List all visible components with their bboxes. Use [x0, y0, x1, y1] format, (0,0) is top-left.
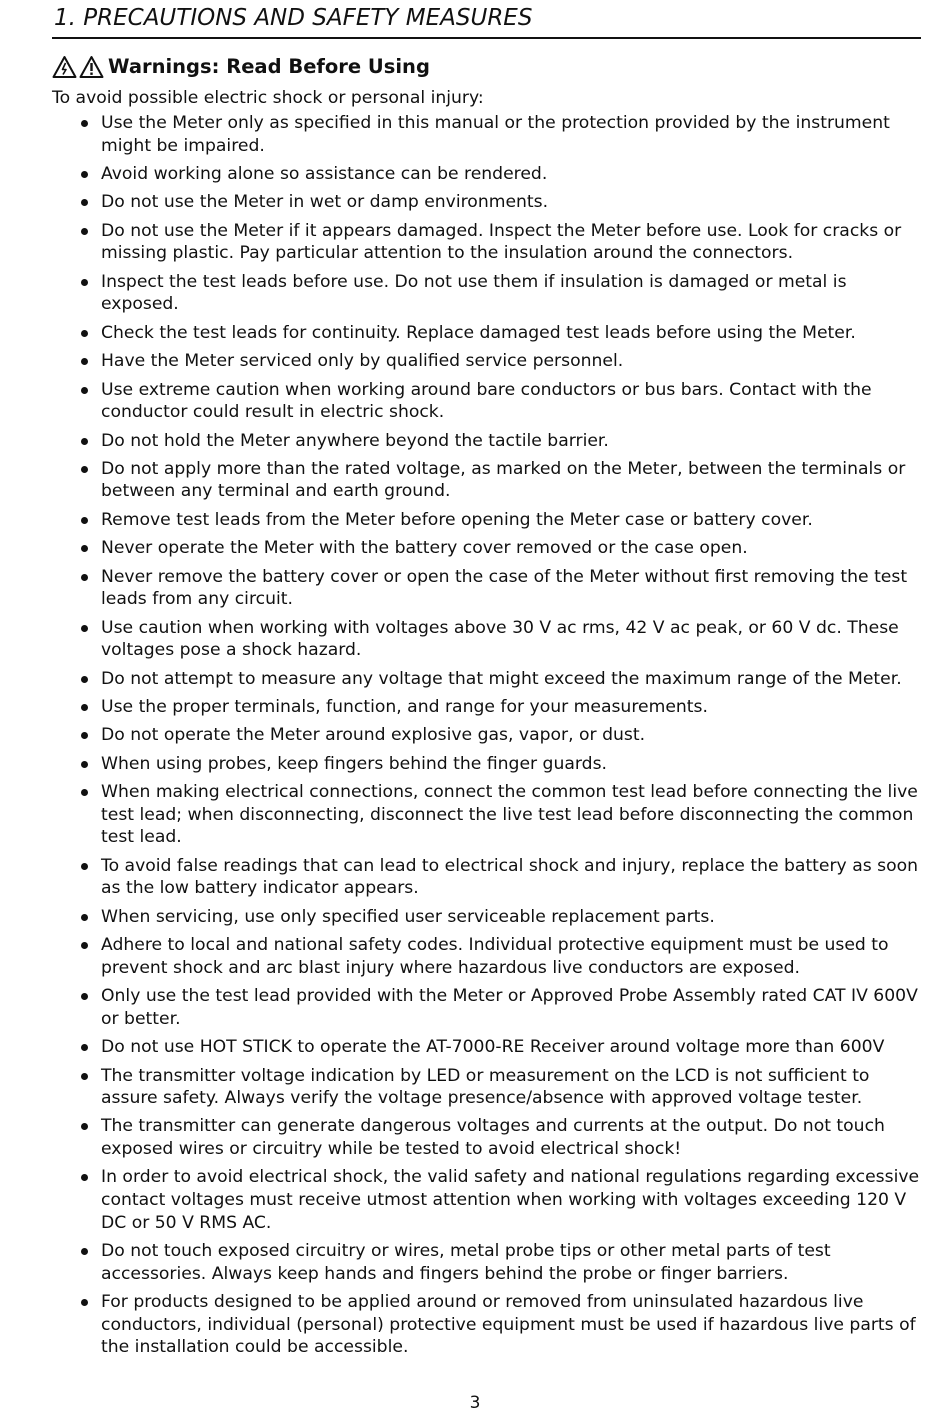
- warning-list-item: [0, 934, 921, 979]
- bullet-dot-icon: [81, 732, 88, 739]
- warning-list-item: [0, 985, 921, 1030]
- bullet-dot-icon: [81, 438, 88, 445]
- bullet-dot-icon: [81, 279, 88, 286]
- warning-list-item-text: Do not use HOT STICK to operate the AT-7000-RE Receiver around voltage more than 600V: [101, 1037, 885, 1058]
- warning-list-item-text: Never operate the Meter with the battery cover removed or the case open.: [101, 538, 748, 559]
- warning-list-item-text: Do not apply more than the rated voltage, as marked on the Meter, between the terminals or between any terminal and earth ground.: [101, 458, 906, 502]
- warning-list-item: [0, 696, 921, 719]
- warning-list-item: [0, 724, 921, 747]
- warning-list-item-text: Do not use the Meter if it appears damaged. Inspect the Meter before use. Look for cracks or missing plastic. Pay particular attention to the insulation around the connectors.: [101, 220, 902, 264]
- bullet-dot-icon: [81, 1248, 88, 1255]
- warning-list-item: [0, 163, 921, 186]
- warning-intro: To avoid possible electric shock or personal injury:: [52, 88, 484, 108]
- warning-list-item-text: Do not operate the Meter around explosive gas, vapor, or dust.: [101, 725, 646, 746]
- warning-list-item-text: Do not touch exposed circuitry or wires, metal probe tips or other metal parts of test accessories. Always keep hands and fingers behind the probe or finger barriers.: [101, 1241, 831, 1284]
- bullet-dot-icon: [81, 914, 88, 921]
- bullet-dot-icon: [81, 199, 88, 206]
- warning-list-item: [0, 1115, 921, 1160]
- warning-list-item: [0, 1065, 921, 1110]
- warning-list-item: [0, 781, 921, 849]
- bullet-dot-icon: [81, 387, 88, 394]
- bullet-dot-icon: [81, 704, 88, 711]
- warning-list-item-text: Use extreme caution when working around bare conductors or bus bars. Contact with the conductor could result in electric shock.: [101, 379, 872, 423]
- bullet-dot-icon: [81, 228, 88, 235]
- warning-list-item: [0, 191, 921, 214]
- bullet-dot-icon: [81, 466, 88, 473]
- warning-list-item: [0, 906, 921, 929]
- warning-list-item: [0, 566, 921, 611]
- bullet-dot-icon: [81, 761, 88, 768]
- bullet-dot-icon: [81, 676, 88, 683]
- warning-list-item: [0, 458, 921, 503]
- bullet-dot-icon: [81, 1073, 88, 1080]
- warning-list-item-text: Have the Meter serviced only by qualified service personnel.: [101, 351, 624, 372]
- warning-list-item-text: When making electrical connections, connect the common test lead before connecting the live test lead; when disconnecting, disconnect the live test lead before disconnecting the common test lead.: [101, 782, 918, 848]
- warning-list-item: [0, 509, 921, 532]
- warning-list-item-text: In order to avoid electrical shock, the valid safety and national regulations regarding excessive contact voltages must receive utmost attention when working with voltages exceeding 120 V DC or 50 V RMS AC.: [101, 1167, 920, 1233]
- page-number: 3: [469, 1393, 481, 1413]
- warning-list-item: [0, 855, 921, 900]
- section-title: 1. PRECAUTIONS AND SAFETY MEASURES: [54, 5, 533, 31]
- warning-list-item-text: Check the test leads for continuity. Replace damaged test leads before using the Meter.: [101, 322, 856, 343]
- warning-list-item: [0, 537, 921, 560]
- warning-list-item-text: For products designed to be applied around or removed from uninsulated hazardous live conductors, individual (personal) protective equipment must be used if hazardous live parts of the installation could be accessible.: [101, 1292, 916, 1358]
- warning-list-item-text: The transmitter voltage indication by LED or measurement on the LCD is not sufficient to assure safety. Always verify the voltage presence/absence with approved voltage tester.: [101, 1065, 870, 1109]
- warning-list-item-text: Avoid working alone so assistance can be rendered.: [101, 163, 548, 184]
- warning-list-item: [0, 350, 921, 373]
- warning-list-item: [0, 322, 921, 345]
- warning-list-item: [0, 1036, 921, 1059]
- warning-list-item-text: Do not attempt to measure any voltage that might exceed the maximum range of the Meter.: [101, 668, 902, 689]
- warning-list-item-text: When servicing, use only specified user serviceable replacement parts.: [101, 906, 715, 927]
- bullet-dot-icon: [81, 1299, 88, 1306]
- warning-list-item: [0, 379, 921, 424]
- bullet-dot-icon: [81, 171, 88, 178]
- bullet-dot-icon: [81, 625, 88, 632]
- bullet-dot-icon: [81, 545, 88, 552]
- electric-shock-warning-icon: [52, 55, 77, 79]
- bullet-dot-icon: [81, 517, 88, 524]
- bullet-dot-icon: [81, 1123, 88, 1130]
- warning-list-item: [0, 220, 921, 265]
- warning-list-item: [0, 430, 921, 453]
- bullet-dot-icon: [81, 330, 88, 337]
- bullet-dot-icon: [81, 1044, 88, 1051]
- warning-list-item: [0, 1166, 921, 1234]
- warning-list-item: [0, 271, 921, 316]
- bullet-dot-icon: [81, 789, 88, 796]
- warning-list-item: [0, 753, 921, 776]
- warning-list-item: [0, 1291, 921, 1359]
- warning-list-item: [0, 617, 921, 662]
- warning-list-item-text: The transmitter can generate dangerous voltages and currents at the output. Do not touch exposed wires or circuitry while be tested to avoid electrical shock!: [101, 1116, 885, 1160]
- warning-list-item-text: Inspect the test leads before use. Do not use them if insulation is damaged or metal is exposed.: [101, 271, 847, 315]
- warning-list-item-text: Use the Meter only as specified in this manual or the protection provided by the instrument might be impaired.: [101, 113, 890, 156]
- bullet-dot-icon: [81, 574, 88, 581]
- warning-list-item-text: Only use the test lead provided with the Meter or Approved Probe Assembly rated CAT IV 600V or better.: [101, 986, 918, 1029]
- warning-list-item-text: Use the proper terminals, function, and range for your measurements.: [101, 697, 708, 718]
- caution-warning-icon: [79, 55, 104, 79]
- bullet-dot-icon: [81, 993, 88, 1000]
- warning-list: [0, 112, 950, 1365]
- warning-list-item-text: Use caution when working with voltages above 30 V ac rms, 42 V ac peak, or 60 V dc. These voltages pose a shock hazard.: [101, 617, 899, 661]
- warning-list-item: [0, 1240, 921, 1285]
- bullet-dot-icon: [81, 1174, 88, 1181]
- bullet-dot-icon: [81, 358, 88, 365]
- warning-heading: [52, 53, 430, 81]
- warning-list-item-text: Adhere to local and national safety codes. Individual protective equipment must be used to prevent shock and arc blast injury where hazardous live conductors are exposed.: [101, 935, 889, 978]
- warning-heading-text: Warnings: Read Before Using: [108, 55, 430, 78]
- warning-list-item: [0, 112, 921, 157]
- warning-list-item-text: Do not use the Meter in wet or damp environments.: [101, 192, 549, 213]
- warning-list-item-text: Do not hold the Meter anywhere beyond the tactile barrier.: [101, 430, 609, 451]
- title-divider: [52, 37, 921, 39]
- warning-list-item-text: When using probes, keep fingers behind the finger guards.: [101, 753, 607, 774]
- bullet-dot-icon: [81, 863, 88, 870]
- warning-list-item-text: Remove test leads from the Meter before opening the Meter case or battery cover.: [101, 509, 813, 530]
- bullet-dot-icon: [81, 120, 88, 127]
- warning-list-item-text: Never remove the battery cover or open the case of the Meter without first removing the test leads from any circuit.: [101, 566, 908, 610]
- bullet-dot-icon: [81, 942, 88, 949]
- warning-list-item-text: To avoid false readings that can lead to electrical shock and injury, replace the battery as soon as the low battery indicator appears.: [101, 855, 919, 899]
- warning-list-item: [0, 668, 921, 691]
